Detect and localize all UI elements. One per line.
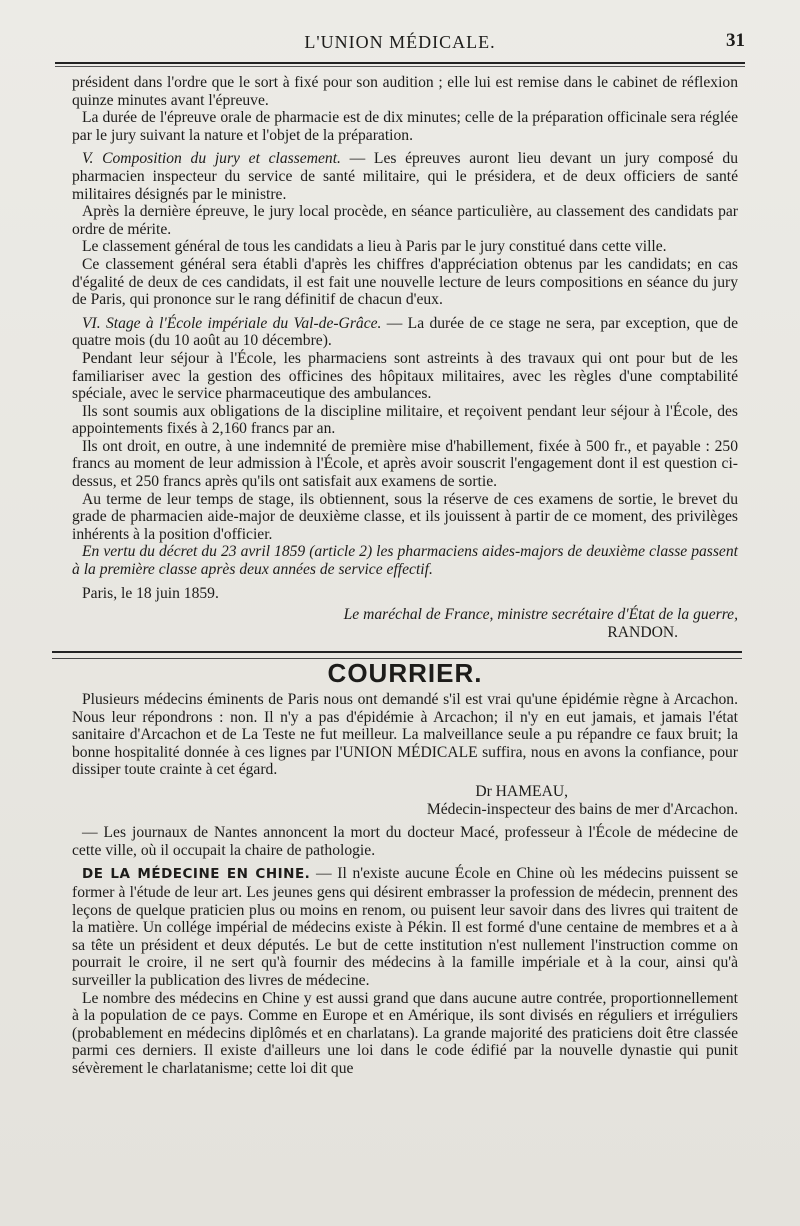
article-text: — Les épreuves auront lieu devant un jury composé du pharmacien inspecteur du service de santé militaire, qui le présidera, et de deux officiers de santé militaires désignés par le ministre. [72,150,738,203]
article-text: — Il n'existe aucune École en Chine où les médecins puissent se former à l'étude de leur art. Les jeunes gens qui désirent embrasser la profession de médecin, prennent des leçons de quelque praticien plus ou moins en renom, ou puisent leur savoir dans des livres qui traitent de la matière. Un collége impérial de médecins existe à Pékin. Il est formé d'une centaine de membres et a à sa tête un président et deux députés. Le but de cette institution n'est nullement l'instruction comme on pourrait le croire, il ne sert qu'à fournir des médecins à la famille impériale et à la cour, ainsi qu'à surveiller la publication des livres de médecine. [72,865,738,989]
page-header [55,28,745,60]
decree-article-vi [72,315,738,350]
decree-paragraph: Après la dernière épreuve, le jury local procède, en séance particulière, au classement des candidats par ordre de mérite. [72,203,738,238]
signoff-name: Dr HAMEAU, [475,782,568,800]
courrier-article-china [72,865,738,989]
header-rule [55,62,745,67]
decree-paragraph: Ils ont droit, en outre, à une indemnité de première mise d'habillement, fixée à 500 fr., et payable : 250 francs au moment de leur admission à l'École, et après avoir souscrit l'engagement dont il est question ci-dessus, et 250 francs après qu'ils ont satisfait aux examens de sortie. [72,437,738,491]
decree-paragraph: Ce classement général sera établi d'après les chiffres d'appréciation obtenus par les candidats; en cas d'égalité de deux de ces candidats, il est fait une nouvelle lecture de leurs compositions en séance du jury de Paris, qui prononce sur le rang définitif de chacun d'eux. [72,255,738,309]
decree-article-v [72,150,738,203]
decree-paragraph: Le classement général de tous les candidats a lieu à Paris par le jury constitué dans cette ville. [82,238,667,256]
signature-title: Le maréchal de France, ministre secrétaire d'État de la guerre, [343,606,738,624]
courrier-paragraph: — Les journaux de Nantes annoncent la mort du docteur Macé, professeur à l'École de médecine de cette ville, où il occupait la chaire de pathologie. [72,824,738,859]
decree-paragraph: La durée de l'épreuve orale de pharmacie est de dix minutes; celle de la préparation officinale sera réglée par le jury suivant la nature et l'objet de la préparation. [72,109,738,144]
courrier-paragraph: Le nombre des médecins en Chine y est aussi grand que dans aucune autre contrée, proportionnellement à la population de ce pays. Comme en Europe et en Amérique, ils sont divisés en réguliers et irréguliers (probablement en médecins diplômés et en charlatans). La grande majorité des praticiens doit être classée parmi ces derniers. Il existe d'ailleurs une loi dans le code édifié par la nouvelle dynastie qui punit sévèrement le charlatanisme; cette loi dit que [72,989,738,1077]
decree-section [72,74,738,641]
article-heading: DE LA MÉDECINE EN CHINE. [82,866,311,883]
decree-date: Paris, le 18 juin 1859. [82,584,219,602]
article-text: — La durée de ce stage ne sera, par exception, que de quatre mois (du 10 août au 10 décembre). [72,314,738,350]
page-number: 31 [726,30,745,51]
article-heading: V. Composition du jury et classement. [82,150,341,168]
decree-paragraph: Pendant leur séjour à l'École, les pharmaciens sont astreints à des travaux qui ont pour but de les familiariser avec la gestion des officines des hôpitaux militaires, avec les règles d'une comptabilité spéciale, avec le service pharmaceutique des ambulances. [72,349,738,403]
courrier-paragraph: Plusieurs médecins éminents de Paris nous ont demandé s'il est vrai qu'une épidémie règne à Arcachon. Nous leur répondrons : non. Il n'y a pas d'épidémie à Arcachon; il n'y en eut jamais, et jamais l'état sanitaire d'Arcachon et de La Teste ne fut meilleur. La malveillance seule a pu répandre ce faux bruit; la bonne hospitalité donnée à ces lignes par l'UNION MÉDICALE suffira, nous en avons la confiance, pour dissiper toute crainte à cet égard. [72,691,738,779]
running-title: L'UNION MÉDICALE. [304,32,496,52]
decree-paragraph: président dans l'ordre que le sort à fixé pour son audition ; elle lui est remise dans le cabinet de réflexion quinze minutes avant l'épreuve. [72,74,738,109]
signature-name: RANDON. [607,623,678,641]
decree-paragraph: Au terme de leur temps de stage, ils obtiennent, sous la réserve de ces examens de sortie, le brevet du grade de pharmacien aide-major de deuxième classe, et ils jouissent à partir de ce moment, des privilèges inhérents à la position d'officier. [72,490,738,543]
decree-note: En vertu du décret du 23 avril 1859 (article 2) les pharmaciens aides-majors de deuxième classe passent à la première classe après deux années de service effectif. [72,543,738,579]
courrier-section [72,658,738,1077]
article-heading: VI. Stage à l'École impériale du Val-de-Grâce. [82,314,382,332]
page-body [72,74,738,1077]
signoff-title: Médecin-inspecteur des bains de mer d'Arcachon. [426,800,738,818]
section-title: COURRIER. [327,658,483,689]
decree-paragraph: Ils sont soumis aux obligations de la discipline militaire, et reçoivent pendant leur séjour à l'École, des appointements fixés à 2,160 francs par an. [72,402,738,438]
